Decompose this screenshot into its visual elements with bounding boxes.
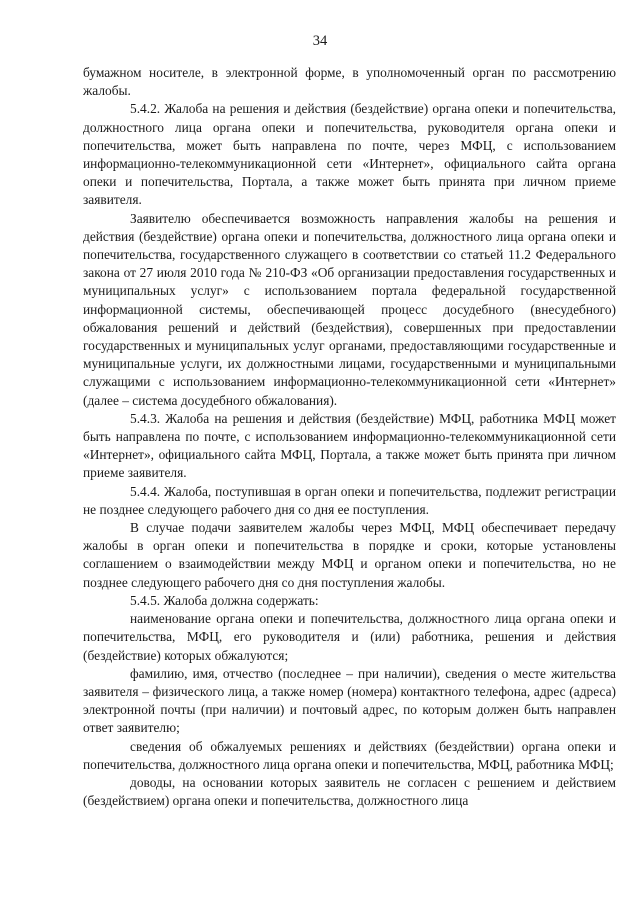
paragraph: сведения об обжалуемых решениях и действиях (бездействии) органа опеки и попечительства, должностного лица органа опеки и попечительства, МФЦ, работника МФЦ;	[83, 738, 616, 772]
paragraph: Заявителю обеспечивается возможность направления жалобы на решения и действия (бездействие) органа опеки и попечительства, должностного лица органа опеки и попечительства, государственного служащего в соответствии со статьей 11.2 Федерального закона от 27 июля 2010 года № 210-ФЗ «Об организации предоставления государственных и муниципальных услуг» с использованием портала федеральной государственной информационной системы, обеспечивающей процесс досудебного (внесудебного) обжалования решений и действий (бездействия), совершенных при предоставлении государственных и муниципальных услуг органами, предоставляющими государственные и муниципальные услуги, их должностными лицами, государственными и муниципальными служащими с использованием информационно-телекоммуникационной сети «Интернет» (далее – система досудебного обжалования).	[83, 210, 616, 408]
paragraph: 5.4.4. Жалоба, поступившая в орган опеки и попечительства, подлежит регистрации не позднее следующего рабочего дня со дня ее поступления.	[83, 483, 616, 517]
paragraph: доводы, на основании которых заявитель не согласен с решением и действием (бездействием) органа опеки и попечительства, должностного лица	[83, 774, 616, 809]
paragraph: фамилию, имя, отчество (последнее – при наличии), сведения о месте жительства заявителя – физического лица, а также номер (номера) контактного телефона, адрес (адреса) электронной почты (при наличии) и почтовый адрес, по которым должен быть направлен ответ заявителю;	[83, 665, 616, 736]
document-body	[83, 64, 616, 810]
paragraph: В случае подачи заявителем жалобы через МФЦ, МФЦ обеспечивает передачу жалобы в орган опеки и попечительства в порядке и сроки, которые установлены соглашением о взаимодействии между МФЦ и органом опеки и попечительства, но не позднее следующего рабочего дня со дня поступления жалобы.	[83, 520, 616, 590]
paragraph: наименование органа опеки и попечительства, должностного лица органа опеки и попечительства, МФЦ, его руководителя и (или) работника, решения и действия (бездействие) которых обжалуются;	[83, 611, 616, 663]
paragraph: 5.4.2. Жалоба на решения и действия (бездействие) органа опеки и попечительства, должностного лица органа опеки и попечительства, руководителя органа опеки и попечительства, может быть направлена по почте, через МФЦ, с использованием информационно-телекоммуникационной сети «Интернет», официального сайта органа опеки и попечительства, Портала, а также может быть принята при личном приеме заявителя.	[83, 101, 616, 208]
page-number: 34	[312, 33, 328, 49]
paragraph: 5.4.3. Жалоба на решения и действия (бездействие) МФЦ, работника МФЦ может быть направлена по почте, с использованием информационно-телекоммуникационной сети «Интернет», официального сайта МФЦ, Портала, а также может быть принята при личном приеме заявителя.	[83, 410, 616, 481]
paragraph: бумажном носителе, в электронной форме, в уполномоченный орган по рассмотрению жалобы.	[83, 65, 616, 99]
paragraph: 5.4.5. Жалоба должна содержать:	[130, 592, 319, 608]
